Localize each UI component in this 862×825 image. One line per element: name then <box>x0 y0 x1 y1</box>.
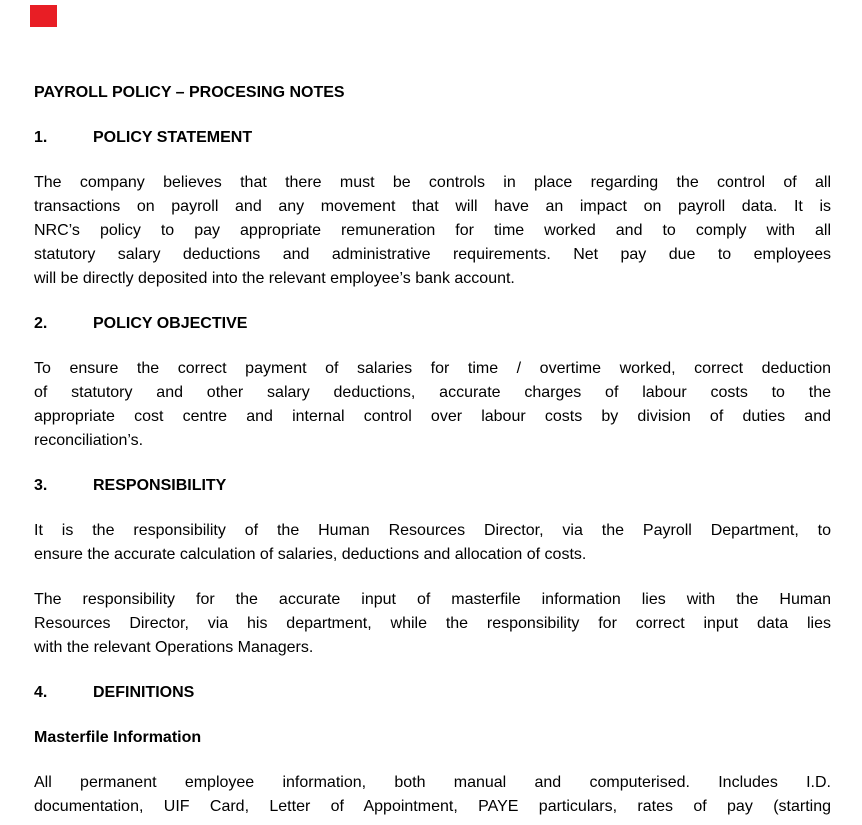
section-number: 3. <box>34 477 48 494</box>
red-marker <box>30 5 57 27</box>
paragraph-line: transactions on payroll and any movement that will have an impact on payroll data. It is <box>34 198 831 215</box>
paragraph-line: appropriate cost centre and internal control over labour costs by division of duties and <box>34 408 831 425</box>
section-heading-text: POLICY OBJECTIVE <box>93 315 248 332</box>
subheading: Masterfile Information <box>34 729 202 746</box>
section-number: 1. <box>34 129 48 146</box>
paragraph-line: of statutory and other salary deductions, accurate charges of labour costs to the <box>34 384 831 401</box>
section-heading-text: DEFINITIONS <box>93 684 195 701</box>
paragraph-line: documentation, UIF Card, Letter of Appointment, PAYE particulars, rates of pay (starting <box>34 798 831 815</box>
paragraph <box>34 357 831 453</box>
paragraph <box>34 519 831 567</box>
section-heading <box>34 126 831 150</box>
section-heading-text: RESPONSIBILITY <box>93 477 227 494</box>
section-heading <box>34 681 831 705</box>
section-heading <box>34 312 831 336</box>
paragraph-line: ensure the accurate calculation of salaries, deductions and allocation of costs. <box>34 546 587 563</box>
paragraph-line: with the relevant Operations Managers. <box>34 639 314 656</box>
document-title: PAYROLL POLICY – PROCESING NOTES <box>34 84 345 101</box>
paragraph-line: It is the responsibility of the Human Resources Director, via the Payroll Department, to <box>34 522 831 539</box>
paragraph-line: The company believes that there must be controls in place regarding the control of all <box>34 174 831 191</box>
paragraph <box>34 771 831 819</box>
paragraph-line: statutory salary deductions and administrative requirements. Net pay due to employees <box>34 246 831 263</box>
paragraph <box>34 171 831 291</box>
section-heading <box>34 474 831 498</box>
paragraph-line: Resources Director, via his department, while the responsibility for correct input data lies <box>34 615 831 632</box>
paragraph-line: To ensure the correct payment of salaries for time / overtime worked, correct deduction <box>34 360 831 377</box>
paragraph-line: The responsibility for the accurate input of masterfile information lies with the Human <box>34 591 831 608</box>
paragraph-line: NRC’s policy to pay appropriate remuneration for time worked and to comply with all <box>34 222 831 239</box>
paragraph-line: All permanent employee information, both manual and computerised. Includes I.D. <box>34 774 831 791</box>
section-number: 4. <box>34 684 48 701</box>
section-heading-text: POLICY STATEMENT <box>93 129 253 146</box>
section-number: 2. <box>34 315 48 332</box>
document-content <box>34 81 831 825</box>
paragraph-line: reconciliation’s. <box>34 432 144 449</box>
paragraph <box>34 588 831 660</box>
paragraph-line: will be directly deposited into the relevant employee’s bank account. <box>34 270 515 287</box>
